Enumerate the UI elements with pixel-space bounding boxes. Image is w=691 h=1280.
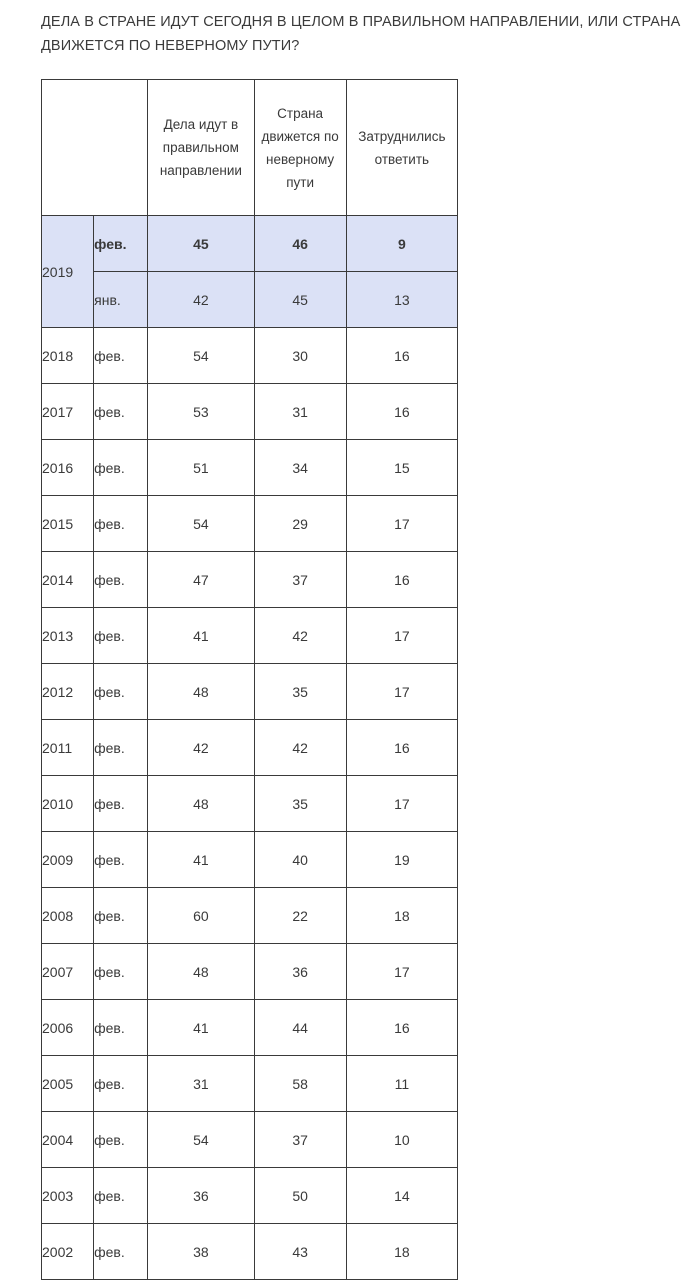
right-direction-cell: 47 [148, 552, 254, 608]
right-direction-cell: 54 [148, 496, 254, 552]
hard-to-say-cell: 17 [346, 664, 457, 720]
hard-to-say-cell: 16 [346, 1000, 457, 1056]
wrong-path-cell: 50 [254, 1168, 346, 1224]
right-direction-cell: 31 [148, 1056, 254, 1112]
hard-to-say-cell: 15 [346, 440, 457, 496]
year-cell: 2018 [42, 328, 94, 384]
month-cell: фев. [94, 496, 148, 552]
header-right-direction: Дела идут в правильном направлении [148, 80, 254, 216]
hard-to-say-cell: 18 [346, 1224, 457, 1280]
month-cell: фев. [94, 776, 148, 832]
year-cell: 2004 [42, 1112, 94, 1168]
hard-to-say-cell: 18 [346, 888, 457, 944]
year-cell: 2009 [42, 832, 94, 888]
month-cell: фев. [94, 832, 148, 888]
page-title: ДЕЛА В СТРАНЕ ИДУТ СЕГОДНЯ В ЦЕЛОМ В ПРАВИЛЬНОМ НАПРАВЛЕНИИ, ИЛИ СТРАНА ДВИЖЕТСЯ ПО НЕВЕРНОМУ ПУТИ? [41, 14, 681, 54]
wrong-path-cell: 35 [254, 776, 346, 832]
table-header-row [42, 80, 458, 216]
wrong-path-cell: 46 [254, 216, 346, 272]
header-hard-to-say: Затруднились ответить [346, 80, 457, 216]
right-direction-cell: 45 [148, 216, 254, 272]
hard-to-say-cell: 17 [346, 944, 457, 1000]
table-row [42, 552, 458, 608]
year-cell: 2013 [42, 608, 94, 664]
right-direction-cell: 51 [148, 440, 254, 496]
wrong-path-cell: 37 [254, 552, 346, 608]
table-row [42, 440, 458, 496]
hard-to-say-cell: 17 [346, 496, 457, 552]
right-direction-cell: 54 [148, 1112, 254, 1168]
table-row [42, 720, 458, 776]
table-row [42, 608, 458, 664]
year-cell: 2010 [42, 776, 94, 832]
header-year-month [42, 80, 148, 216]
right-direction-cell: 48 [148, 944, 254, 1000]
year-cell: 2003 [42, 1168, 94, 1224]
month-cell: фев. [94, 1056, 148, 1112]
hard-to-say-cell: 14 [346, 1168, 457, 1224]
wrong-path-cell: 29 [254, 496, 346, 552]
month-cell: фев. [94, 1168, 148, 1224]
year-cell: 2012 [42, 664, 94, 720]
month-cell: фев. [94, 1224, 148, 1280]
year-cell: 2019 [42, 216, 94, 328]
year-cell: 2008 [42, 888, 94, 944]
right-direction-cell: 48 [148, 776, 254, 832]
table-row [42, 664, 458, 720]
month-cell: фев. [94, 664, 148, 720]
year-cell: 2017 [42, 384, 94, 440]
wrong-path-cell: 45 [254, 272, 346, 328]
table-row [42, 328, 458, 384]
year-cell: 2005 [42, 1056, 94, 1112]
table-row [42, 496, 458, 552]
hard-to-say-cell: 16 [346, 384, 457, 440]
hard-to-say-cell: 11 [346, 1056, 457, 1112]
month-cell: фев. [94, 328, 148, 384]
right-direction-cell: 60 [148, 888, 254, 944]
table-row [42, 944, 458, 1000]
wrong-path-cell: 44 [254, 1000, 346, 1056]
wrong-path-cell: 34 [254, 440, 346, 496]
right-direction-cell: 36 [148, 1168, 254, 1224]
hard-to-say-cell: 16 [346, 328, 457, 384]
table-row [42, 1224, 458, 1280]
wrong-path-cell: 35 [254, 664, 346, 720]
right-direction-cell: 41 [148, 832, 254, 888]
hard-to-say-cell: 10 [346, 1112, 457, 1168]
right-direction-cell: 38 [148, 1224, 254, 1280]
table-row [42, 384, 458, 440]
table-row [42, 272, 458, 328]
year-cell: 2015 [42, 496, 94, 552]
wrong-path-cell: 40 [254, 832, 346, 888]
month-cell: фев. [94, 944, 148, 1000]
wrong-path-cell: 43 [254, 1224, 346, 1280]
wrong-path-cell: 30 [254, 328, 346, 384]
month-cell: фев. [94, 1112, 148, 1168]
table-row [42, 1112, 458, 1168]
wrong-path-cell: 42 [254, 608, 346, 664]
table-row [42, 776, 458, 832]
wrong-path-cell: 58 [254, 1056, 346, 1112]
right-direction-cell: 41 [148, 1000, 254, 1056]
right-direction-cell: 41 [148, 608, 254, 664]
month-cell: янв. [94, 272, 148, 328]
wrong-path-cell: 42 [254, 720, 346, 776]
hard-to-say-cell: 16 [346, 552, 457, 608]
month-cell: фев. [94, 216, 148, 272]
right-direction-cell: 42 [148, 272, 254, 328]
month-cell: фев. [94, 552, 148, 608]
hard-to-say-cell: 17 [346, 608, 457, 664]
year-cell: 2011 [42, 720, 94, 776]
month-cell: фев. [94, 720, 148, 776]
year-cell: 2014 [42, 552, 94, 608]
month-cell: фев. [94, 888, 148, 944]
year-cell: 2006 [42, 1000, 94, 1056]
month-cell: фев. [94, 384, 148, 440]
hard-to-say-cell: 16 [346, 720, 457, 776]
hard-to-say-cell: 19 [346, 832, 457, 888]
month-cell: фев. [94, 440, 148, 496]
right-direction-cell: 42 [148, 720, 254, 776]
month-cell: фев. [94, 608, 148, 664]
poll-table [41, 79, 458, 1280]
table-row [42, 216, 458, 272]
month-cell: фев. [94, 1000, 148, 1056]
year-cell: 2002 [42, 1224, 94, 1280]
wrong-path-cell: 37 [254, 1112, 346, 1168]
wrong-path-cell: 36 [254, 944, 346, 1000]
table-row [42, 888, 458, 944]
hard-to-say-cell: 13 [346, 272, 457, 328]
right-direction-cell: 54 [148, 328, 254, 384]
table-row [42, 1000, 458, 1056]
table-row [42, 1056, 458, 1112]
right-direction-cell: 53 [148, 384, 254, 440]
hard-to-say-cell: 17 [346, 776, 457, 832]
wrong-path-cell: 22 [254, 888, 346, 944]
table-row [42, 832, 458, 888]
right-direction-cell: 48 [148, 664, 254, 720]
header-wrong-path: Страна движется по неверному пути [254, 80, 346, 216]
hard-to-say-cell: 9 [346, 216, 457, 272]
year-cell: 2007 [42, 944, 94, 1000]
wrong-path-cell: 31 [254, 384, 346, 440]
table-row [42, 1168, 458, 1224]
year-cell: 2016 [42, 440, 94, 496]
